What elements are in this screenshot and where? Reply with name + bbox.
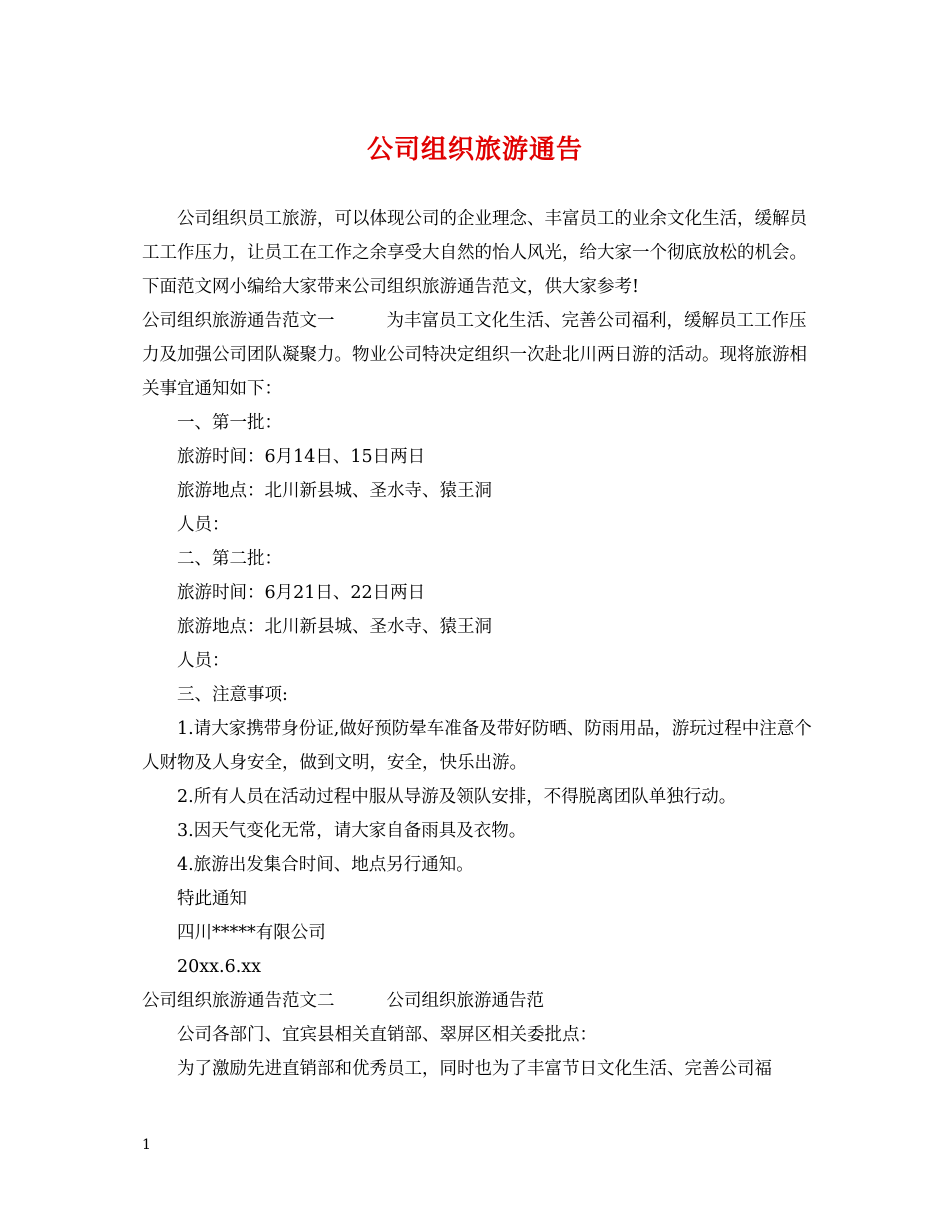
intro-paragraph: 公司组织员工旅游，可以体现公司的企业理念、丰富员工的业余文化生活，缓解员工工作压力，让员工在工作之余享受大自然的怡人风光，给大家一个彻底放松的机会。下面范文网小编给大家带来公司组织旅游通告范文，供大家参考! — [142, 209, 807, 297]
recipients-line: 公司各部门、宜宾县相关直销部、翠屏区相关委批点： — [177, 1025, 597, 1045]
notes-label: 三、注意事项: — [177, 685, 288, 705]
note-item: 2.所有人员在活动过程中服从导游及领队安排，不得脱离团队单独行动。 — [177, 787, 737, 807]
note-item: 3.因天气变化无常，请大家自备雨具及衣物。 — [177, 821, 527, 841]
sample-two-text: 公司组织旅游通告范 — [386, 991, 544, 1011]
document-title-text: 公司组织旅游通告 — [366, 135, 583, 165]
page-number: 1 — [142, 1137, 151, 1153]
document-body — [142, 202, 812, 1086]
sample-one-paragraph — [142, 304, 812, 406]
batch-one-label: 一、第一批： — [177, 413, 282, 433]
document-title — [0, 130, 950, 170]
batch-one-time: 旅游时间：6月14日、15日两日 — [177, 447, 426, 467]
batch-two-people: 人员： — [177, 651, 230, 671]
notice-date: 20xx.6.xx — [177, 957, 262, 977]
sample-one-text: 为丰富员工文化生活、完善公司福利，缓解员工工作压力及加强公司团队凝聚力。物业公司特决定组织一次赴北川两日游的活动。现将旅游相关事宜通知如下： — [142, 311, 807, 399]
batch-two-place: 旅游地点：北川新县城、圣水寺、猿王洞 — [177, 617, 492, 637]
note-item: 1.请大家携带身份证,做好预防晕车准备及带好防晒、防雨用品，游玩过程中注意个人财物及人身安全，做到文明，安全，快乐出游。 — [142, 719, 812, 773]
batch-two-time: 旅游时间：6月21日、22日两日 — [177, 583, 426, 603]
note-item: 4.旅游出发集合时间、地点另行通知。 — [177, 855, 474, 875]
batch-one-place: 旅游地点：北川新县城、圣水寺、猿王洞 — [177, 481, 492, 501]
last-paragraph: 为了激励先进直销部和优秀员工，同时也为了丰富节日文化生活、完善公司福 — [177, 1059, 772, 1079]
batch-two-label: 二、第二批： — [177, 549, 282, 569]
sample-one-heading: 公司组织旅游通告范文一 — [142, 311, 335, 331]
closing-text: 特此通知 — [177, 889, 247, 909]
sample-two-paragraph — [142, 984, 812, 1018]
company-name: 四川*****有限公司 — [177, 923, 326, 943]
sample-two-heading: 公司组织旅游通告范文二 — [142, 991, 335, 1011]
batch-one-people: 人员： — [177, 515, 230, 535]
